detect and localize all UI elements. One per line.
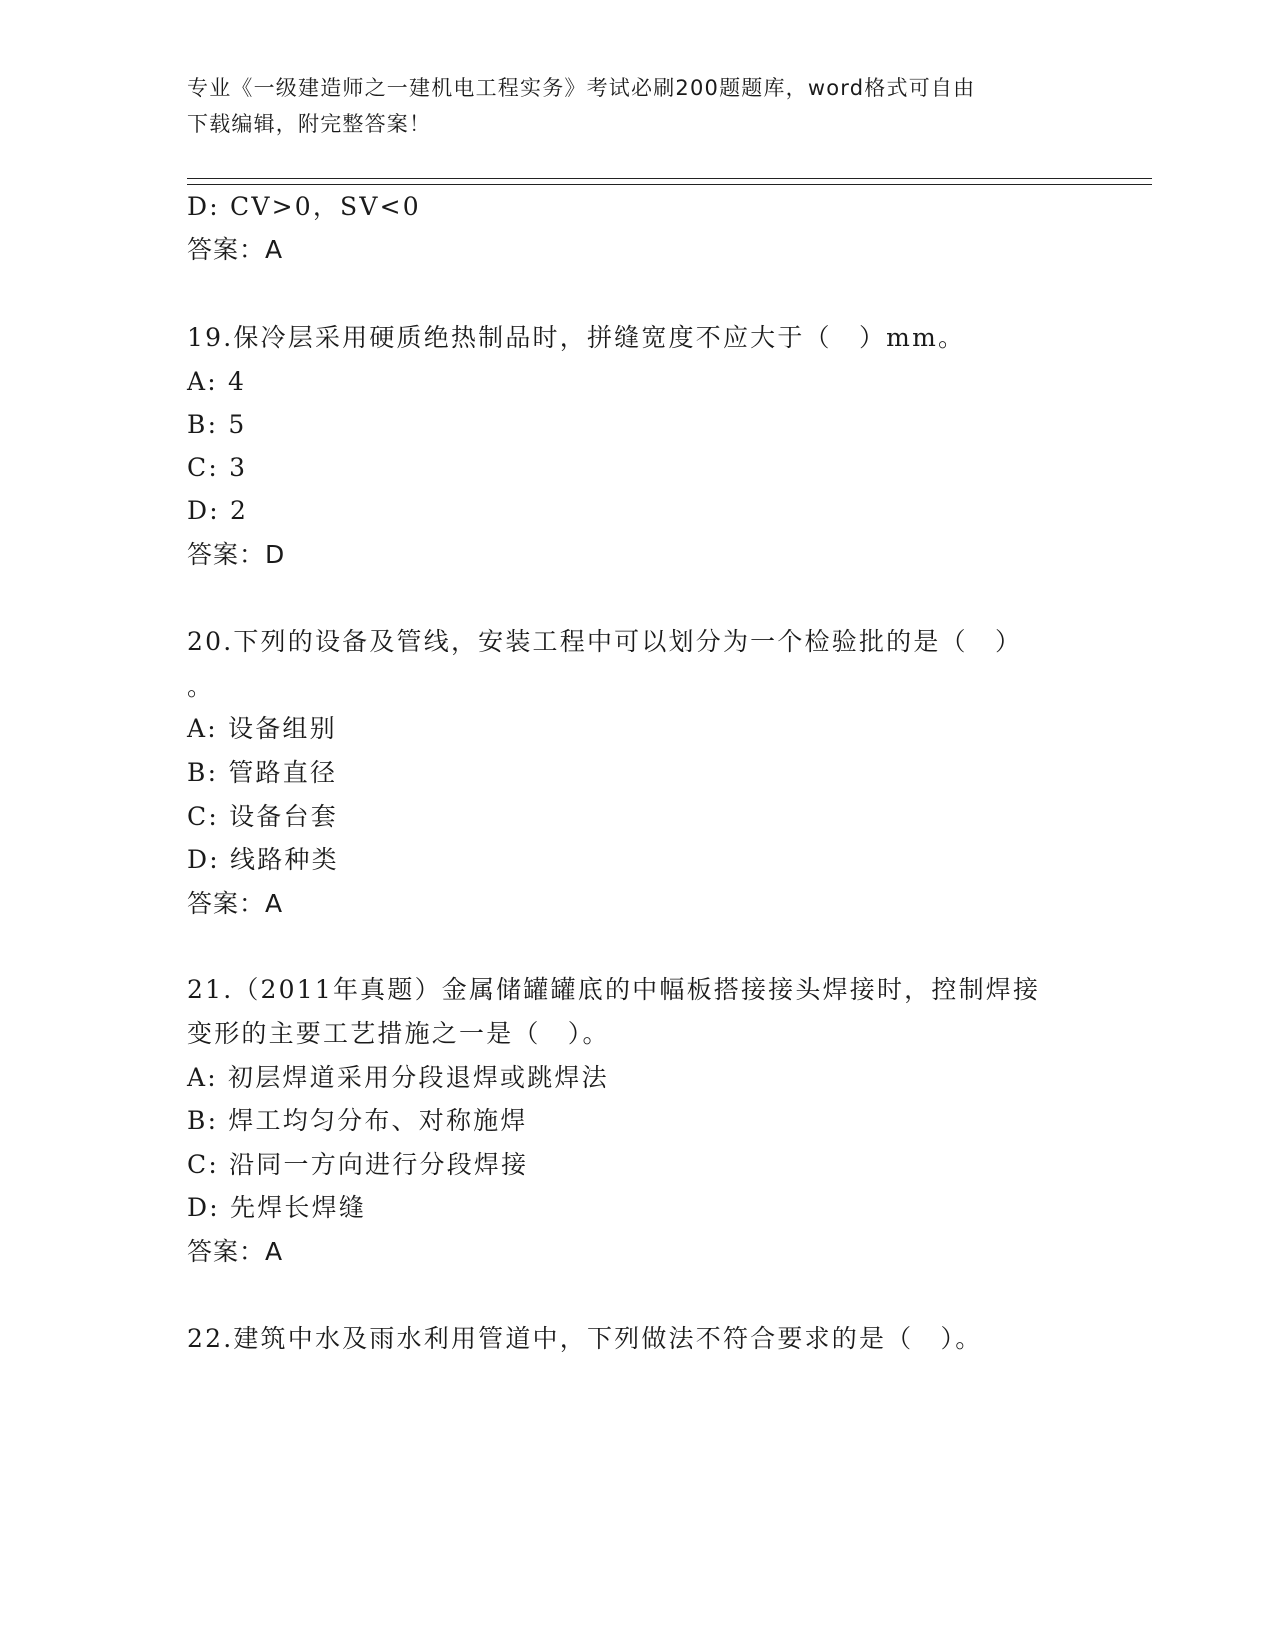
q21-option-a: A: 初层焊道采用分段退焊或跳焊法 — [187, 1063, 609, 1092]
q20-question-line-1: 20.下列的设备及管线，安装工程中可以划分为一个检验批的是（ ） — [187, 627, 1023, 656]
header-rule-top — [187, 178, 1152, 179]
q20-option-c: C: 设备台套 — [187, 802, 338, 831]
document-header — [187, 70, 1087, 142]
q21-option-b: B: 焊工均匀分布、对称施焊 — [187, 1106, 528, 1135]
q22-question: 22.建筑中水及雨水利用管道中，下列做法不符合要求的是（ ）。 — [187, 1324, 983, 1353]
q20-option-d: D: 线路种类 — [187, 845, 339, 874]
prev-answer: 答案：A — [187, 235, 284, 264]
header-rule-bottom — [187, 184, 1152, 185]
prev-option-d: D: CV>0，SV<0 — [187, 192, 421, 221]
q21-option-d: D: 先焊长焊缝 — [187, 1193, 367, 1222]
q19-question: 19.保冷层采用硬质绝热制品时，拼缝宽度不应大于（ ）mm。 — [187, 323, 966, 352]
q19-option-b: B: 5 — [187, 410, 247, 439]
q20-option-a: A: 设备组别 — [187, 714, 337, 743]
q19-answer: 答案：D — [187, 540, 286, 569]
q19-option-a: A: 4 — [187, 367, 247, 396]
q21-option-c: C: 沿同一方向进行分段焊接 — [187, 1150, 529, 1179]
q19-option-c: C: 3 — [187, 453, 248, 482]
q20-question-line-2: 。 — [187, 672, 215, 701]
q20-answer: 答案：A — [187, 889, 284, 918]
q21-answer: 答案：A — [187, 1237, 284, 1266]
q21-question-line-1: 21.（2011年真题）金属储罐罐底的中幅板搭接接头焊接时，控制焊接 — [187, 975, 1041, 1004]
q20-option-b: B: 管路直径 — [187, 758, 338, 787]
header-line-1: 专业《一级建造师之一建机电工程实务》考试必刷200题题库，word格式可自由 — [187, 76, 976, 100]
header-line-2: 下载编辑，附完整答案！ — [187, 112, 432, 136]
q21-question-line-2: 变形的主要工艺措施之一是（ ）。 — [187, 1019, 610, 1048]
q19-option-d: D: 2 — [187, 496, 249, 525]
